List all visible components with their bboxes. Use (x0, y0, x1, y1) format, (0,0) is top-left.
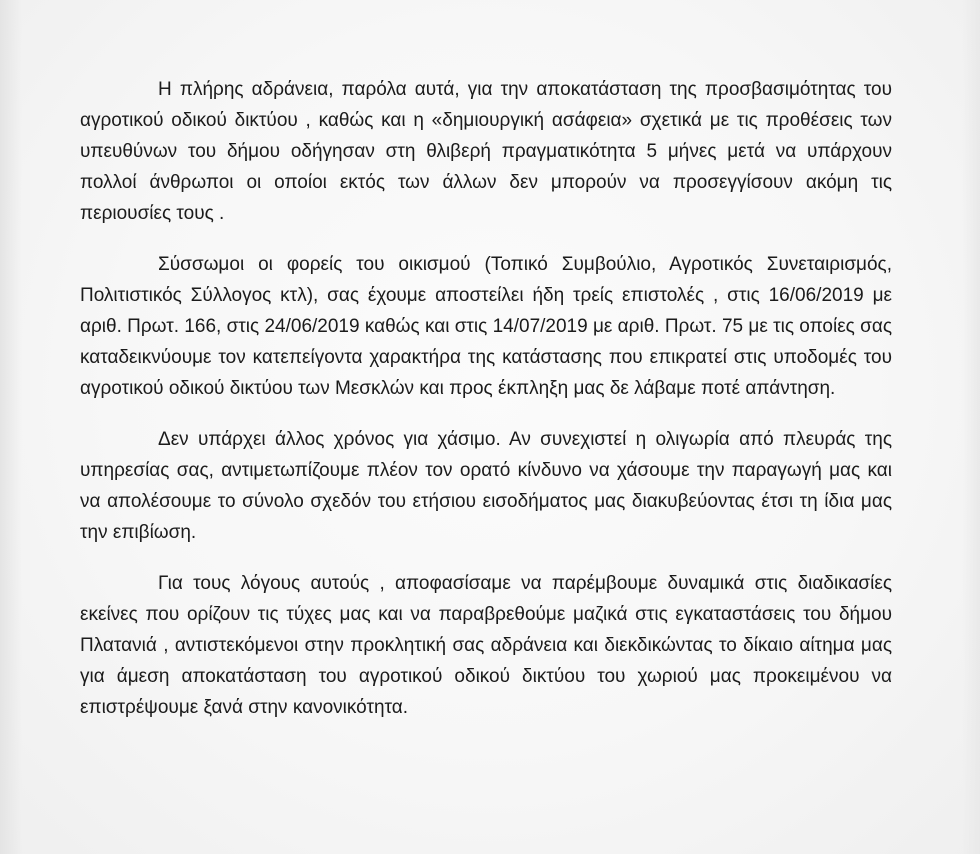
page-edge-shadow-left (0, 0, 22, 854)
page-edge-shadow-right (962, 0, 980, 854)
paragraph-inaction: Η πλήρης αδράνεια, παρόλα αυτά, για την αποκατάσταση της προσβασιμότητας του αγροτικού οδικού δικτύου , καθώς και η «δημιουργική ασάφεια» σχετικά με τις προθέσεις των υπευθύνων του δήμου οδήγησαν στη θλιβερή πραγματικότητα 5 μήνες μετά να υπάρχουν πολλοί άνθρωποι οι οποίοι εκτός των άλλων δεν μπορούν να προσεγγίσουν ακόμη τις περιουσίες τους . (80, 79, 892, 224)
paragraph-decision: Για τους λόγους αυτούς , αποφασίσαμε να παρέμβουμε δυναμικά στις διαδικασίες εκείνες που ορίζουν τις τύχες μας και να παραβρεθούμε μαζικά στις εγκαταστάσεις του δήμου Πλατανιά , αντιστεκόμενοι στην προκλητική σας αδράνεια και διεκδικώντας το δίκαιο αίτημα μας για άμεση αποκατάσταση του αγροτικού οδικού δικτύου του χωριού μας προκειμένου να επιστρέψουμε ξανά στην κανονικότητα. (80, 573, 892, 718)
paragraph-letters-sent: Σύσσωμοι οι φορείς του οικισμού (Τοπικό Συμβούλιο, Αγροτικός Συνεταιρισμός, Πολιτιστικός Σύλλογος κτλ), σας έχουμε αποστείλει ήδη τρείς επιστολές , στις 16/06/2019 με αριθ. Πρωτ. 166, στις 24/06/2019 καθώς και στις 14/07/2019 με αριθ. Πρωτ. 75 με τις οποίες σας καταδεικνύουμε τον κατεπείγοντα χαρακτήρα της κατάστασης που επικρατεί στις υποδομές του αγροτικού οδικού δικτύου των Μεσκλών και προς έκπληξη μας δε λάβαμε ποτέ απάντηση. (80, 254, 892, 399)
letter-body (80, 74, 892, 743)
paragraph-no-time: Δεν υπάρχει άλλος χρόνος για χάσιμο. Αν συνεχιστεί η ολιγωρία από πλευράς της υπηρεσίας σας, αντιμετωπίζουμε πλέον τον ορατό κίνδυνο να χάσουμε την παραγωγή μας και να απολέσουμε το σύνολο σχεδόν του ετήσιου εισοδήματος μας διακυβεύοντας έτσι τη ίδια μας την επιβίωση. (80, 429, 892, 543)
